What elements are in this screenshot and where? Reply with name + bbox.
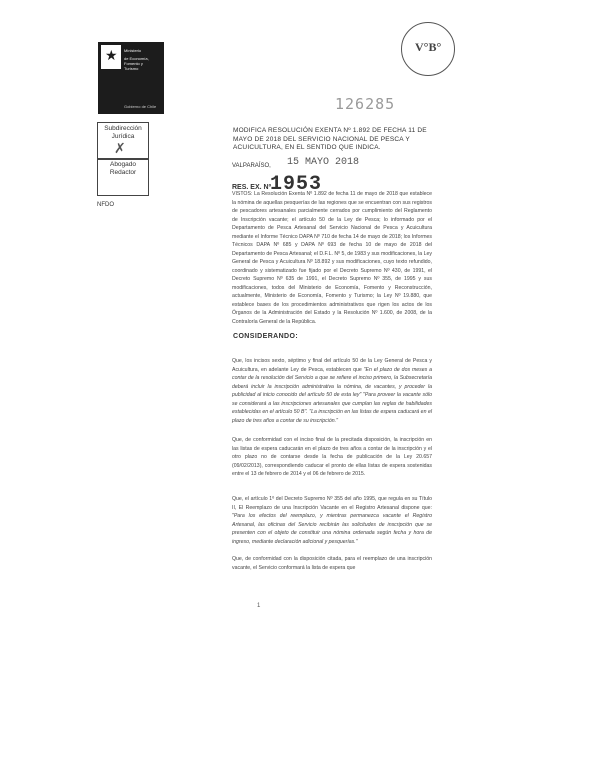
box-label: Subdirección: [104, 125, 142, 132]
logo-line: de Economía,: [124, 56, 149, 61]
page-number: 1: [257, 603, 261, 609]
abogado-box: [97, 158, 149, 196]
logo-line: Turismo: [124, 66, 139, 71]
place-label: VALPARAÍSO,: [232, 163, 271, 169]
resolution-label: RES. EX. Nº: [232, 184, 272, 191]
logo-line: Fomento y: [124, 61, 143, 66]
approval-stamp: [401, 22, 455, 76]
legal-quote: "Para los efectos del reemplazo, y mientras permanezca vacante el Registro Artesanal, las oficinas del Servicio recibirán las solicitudes de inscripción que se presenten con el objeto de constituir una nómina ordenada según fecha y hora de ingreso, mediante declaración adicional y pesquerías.": [232, 513, 432, 545]
star-emblem-icon: ★: [101, 45, 121, 69]
considerando-paragraph-1: [232, 357, 432, 425]
box-label: Abogado: [109, 161, 137, 168]
box-label: Redactor: [109, 169, 137, 176]
resolution-number: 1953: [270, 173, 323, 196]
box-label: Jurídica: [111, 133, 135, 140]
document-number: 126285: [335, 95, 396, 113]
paragraph-text: Que, el artículo 1º del Decreto Supremo Nº 355 del año 1995, que regula en su Título II, El Reemplazo de una Inscripción Vacante en el Registro Artesanal dispone que:: [232, 496, 432, 511]
vistos-paragraph: VISTOS: La Resolución Exenta Nº 1.892 de fecha 11 de mayo de 2018 que establece la nómina de aquellas pesquerías de las regiones que se encuentran con sus registros de pescadores artesanales parcialmente cerrados por cumplimiento del Reglamento de Inscripción vacante; el artículo 50 de la Ley de Pesca; lo informado por el Departamento de Pesca Artesanal del Servicio Nacional de Pesca y Acuicultura mediante el Informe Técnico DAPA Nº 710 de fecha 14 de mayo de 2018; los Informes Técnicos DAPA Nº 685 y DAPA Nº 693 de fecha 10 de mayo de 2018 del Departamento de Pesca Artesanal; el D.F.L. Nº 5, de 1983 y sus modificaciones, la Ley General de Pesca y Acuicultura Nº 18.892 y sus modificaciones, cuyo texto refundido, coordinado y sistematizado fue fijado por el Decreto Supremo Nº 430, de 1991, el Decreto Supremo Nº 635 de 1991, el Decreto Supremo Nº 355, de 1995 y sus modificaciones, todos del Ministerio de Economía, Fomento y Reconstrucción, actualmente, Ministerio de Economía, Fomento y Turismo; la Ley Nº 19.880, que establece bases de los procedimientos administrativos que rigen los actos de los Órganos de la Administración del Estado y la Resolución Nº 1.600, de 2008, de la Contraloría General de la República.: [232, 191, 432, 325]
initials-mark-icon: ✗: [114, 140, 126, 156]
legal-quote: "En el plazo de dos meses a contar de la resolución del Servicio a que se refiere el inciso primero, la Subsecretaría deberá incluir la inscripción administrativa la nómina, de vacantes, y proceder la publicidad al inicio conocido del artículo 50 de esta ley" "Para proveer la vacante sólo se considerará a las inscripciones artesanales que cumplan las reglas de habilidades establecidas en el artículo 50 B". "La inscripción en las listas de espera caducará en el plazo de tres años a contar de su inscripción.": [232, 366, 432, 424]
side-note: NFDO: [97, 202, 114, 208]
considerando-paragraph-2: Que, de conformidad con el inciso final de la precitada disposición, la inscripción en las listas de espera caducarán en el plazo de tres años a contar de la inscripción y el otro plazo no de contarse desde la fecha de publicación de la Ley 20.657 (09/02/2013), correspondiendo caducar el pronto de ellas listas de espera sostenidas entre el 13 de febrero de 2014 y el 06 de febrero de 2015.: [232, 437, 432, 477]
subdireccion-box: [97, 122, 149, 160]
government-logo: [98, 42, 164, 114]
considerando-paragraph-4: Que, de conformidad con la disposición citada, para el reemplazo de una inscripción vacante, el Servicio conformará la lista de espera que: [232, 556, 432, 571]
logo-footer: Gobierno de Chile: [124, 104, 157, 109]
date-stamp: 15 MAYO 2018: [287, 157, 360, 168]
considerando-heading: CONSIDERANDO:: [233, 333, 299, 340]
resolution-heading: MODIFICA RESOLUCIÓN EXENTA Nº 1.892 DE FECHA 11 DE MAYO DE 2018 DEL SERVICIO NACIONAL DE PESCA Y ACUICULTURA, EN EL SENTIDO QUE INDICA.: [233, 127, 427, 151]
approval-stamp-text: V°B°: [415, 40, 442, 54]
considerando-paragraph-3: [232, 495, 432, 546]
paragraph-text: Que, los incisos sexto, séptimo y final del artículo 50 de la Ley General de Pesca y Acuicultura, en adelante Ley de Pesca, establecen que: [232, 358, 432, 373]
logo-line: Ministerio: [124, 48, 142, 53]
